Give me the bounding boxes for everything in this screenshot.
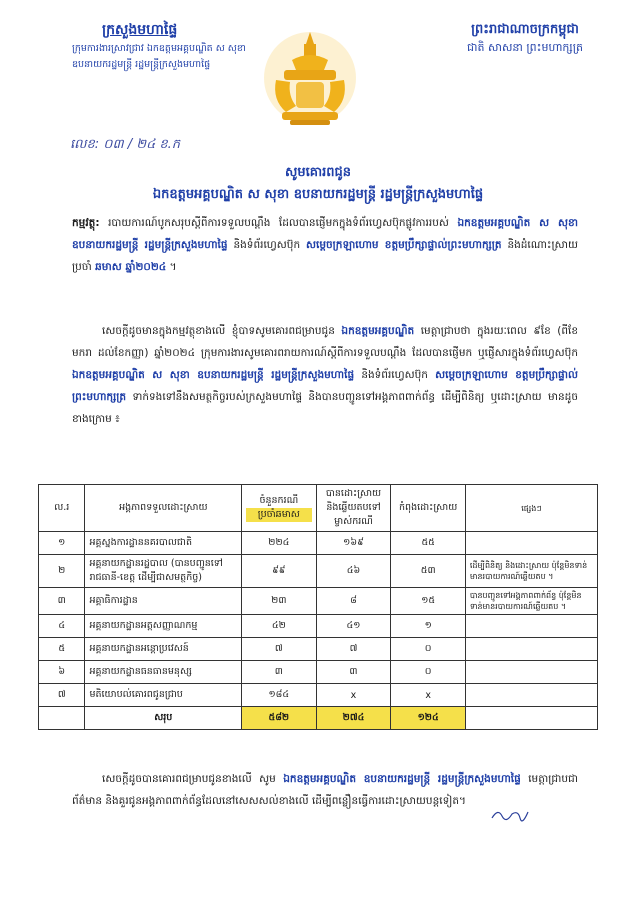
department-line-1: ក្រុមការងារស្រាវជ្រាវ ឯកឧត្តមអគ្គបណ្ឌិត ស សុខា [72,43,246,54]
body-text-b: មេត្តាជ្រាបថា ក្នុងរយៈពេល ៩ខែ (ពីខែមករា ដល់ខែកញ្ញា) ឆ្នាំ២០២៤ ក្រុមការងារសូមគោរពរាយការណ៍ស្ដីពីការទទួលបណ្ដឹង ដែលបានផ្ញើមក ឬផ្ញើសារក្នុងទំព័រហ្វេសប៊ុក [72,325,579,359]
cell-unit: អគ្គនាយកដ្ឋានអន្តោប្រវេសន៍ [85,638,242,661]
cell-note: ដើម្បីពិនិត្យ និងដោះស្រាយ ប៉ុន្តែមិនទាន់មានរបាយការណ៍ឆ្លើយតប ។ [465,555,597,588]
subject-emph-b: សម្ដេចក្រឡាហោម ខត្តមប្រឹក្សាផ្ទាល់ព្រះមហាក្សត្រ [306,239,502,251]
table-row [39,532,598,555]
table-row [39,615,598,638]
cell-unit: អគ្គស្នងការដ្ឋាននគរបាលជាតិ [85,532,242,555]
cell-no: ៤ [39,615,85,638]
table-row [39,661,598,684]
header-note: ផ្សេងៗ [465,485,597,532]
cell-received: ១៨៤ [242,684,316,707]
cell-note [465,638,597,661]
cell-received: ៤២ [242,615,316,638]
cell-resolved: ៧ [316,638,391,661]
body-emph-c: សម្ដេចក្រឡាហោម ខត្តមប្រឹក្សាផ្ទាល់ព្រះមហាក្សត្រ [72,369,579,403]
subject-text-c: និងដំណោះស្រាយប្រចាំ [72,239,578,273]
subject-paragraph [72,212,578,278]
cell-received: ៣ [242,661,316,684]
royal-emblem-logo [262,26,358,130]
subject-text-a: របាយការណ៍បូកសរុបស្ដីពីការទទួលបណ្ដឹង ដែលបានផ្ញើមកក្នុងទំព័រហ្វេសប៊ុកផ្លូវការរបស់ [108,217,449,229]
kingdom-block [430,20,620,56]
cell-resolved: ១៦៩ [316,532,391,555]
handwritten-initial [490,806,530,825]
cell-total-pending: ១២៤ [391,707,465,730]
national-motto: ជាតិ សាសនា ព្រះមហាក្សត្រ [467,41,583,54]
table-row [39,684,598,707]
table-header-row [39,485,598,532]
cell-pending: ៥៣ [391,555,465,588]
complaints-table [38,484,598,730]
cell-resolved: ៤១ [316,615,391,638]
subject-emph-c: ឆមាស ឆ្នាំ២០២៤ [95,261,167,273]
cell-pending: ០ [391,661,465,684]
cell-unit: មតិយោបល់គោរពជូនជ្រាប [85,684,242,707]
kingdom-name: ព្រះរាជាណាចក្រកម្ពុជា [471,22,579,37]
cell-total-label: សរុប [85,707,242,730]
cell-unit: អគ្គនាយកដ្ឋានអត្តសញ្ញាណកម្ម [85,615,242,638]
cell-no: ១ [39,532,85,555]
cell-total-received: ៥៨២ [242,707,316,730]
cell-unit: អគ្គនាយកដ្ឋានរដ្ឋបាល (បានបញ្ជូនទៅរាជធានី-ខេត្ត ដើម្បីជាសមត្ថកិច្ច) [85,555,242,588]
body-text-a: សេចក្ដីដូចមានក្នុងកម្មវត្ថុខាងលើ ខ្ញុំបាទសូមគោរពជម្រាបជូន [102,325,335,337]
department-line-2: ឧបនាយករដ្ឋមន្ត្រី រដ្ឋមន្ត្រីក្រសួងមហាផ្ទៃ [72,59,211,70]
subject-label: កម្មវត្ថុ: [72,217,100,229]
body-paragraph [72,320,578,430]
header-received-label: ចំនួនករណី [259,495,299,506]
cell-received: ៧ [242,638,316,661]
closing-text-a: សេចក្ដីដូចបានគោរពជម្រាបជូនខាងលើ សូម [102,773,276,785]
cell-no: ៥ [39,638,85,661]
table-row [39,638,598,661]
header-received [242,485,316,532]
ministry-name: ក្រសួងមហាផ្ទៃ [102,22,178,38]
cell-no: ២ [39,555,85,588]
cell-note [465,615,597,638]
cell-unit: អគ្គនាយកដ្ឋានធនធានមនុស្ស [85,661,242,684]
cell-total-blank [39,707,85,730]
body-emph-b: ឯកឧត្តមអគ្គបណ្ឌិត ស សុខា ឧបនាយករដ្ឋមន្ត្រី រដ្ឋមន្ត្រីក្រសួងមហាផ្ទៃ [72,369,355,381]
subject-text-d: ។ [169,261,177,273]
cell-received: ៩៩ [242,555,316,588]
salutation-recipient: ឯកឧត្តមអគ្គបណ្ឌិត ស សុខា ឧបនាយករដ្ឋមន្ត្រី រដ្ឋមន្ត្រីក្រសួងមហាផ្ទៃ [152,187,484,202]
cell-pending: ១៥ [391,588,465,615]
subject-emph-a: ឯកឧត្តមអគ្គបណ្ឌិត ស សុខា ឧបនាយករដ្ឋមន្ត្រី រដ្ឋមន្ត្រីក្រសួងមហាផ្ទៃ [72,217,578,251]
cell-no: ៣ [39,588,85,615]
subject-text-b: និងទំព័រហ្វេសប៊ុក [233,239,301,251]
cell-received: ២៣ [242,588,316,615]
cell-pending: x [391,684,465,707]
cell-received: ២២៤ [242,532,316,555]
closing-emph-a: ឯកឧត្តមអគ្គបណ្ឌិត ឧបនាយករដ្ឋមន្ត្រី រដ្ឋមន្ត្រីក្រសួងមហាផ្ទៃ [283,773,521,785]
cell-note: បានបញ្ជូនទៅអង្គភាពពាក់ព័ន្ធ ប៉ុន្តែមិនទាន់មានរបាយការណ៍ឆ្លើយតប ។ [465,588,597,615]
header-unit: អង្គភាពទទួលដោះស្រាយ [85,485,242,532]
cell-total-resolved: ២៧៤ [316,707,391,730]
cell-no: ៦ [39,661,85,684]
table-total-row [39,707,598,730]
cell-unit: អគ្គាធិការដ្ឋាន [85,588,242,615]
cell-resolved: ៣ [316,661,391,684]
table-row [39,588,598,615]
body-text-d: ទាក់ទងទៅនឹងសមត្ថកិច្ចរបស់ក្រសួងមហាផ្ទៃ និងបានបញ្ជូនទៅអង្គភាពពាក់ព័ន្ធ ដើម្បីពិនិត្យ ឬដោះស្រាយ មានដូចខាងក្រោម ៖ [72,391,578,425]
body-emph-a: ឯកឧត្តមអគ្គបណ្ឌិត [341,325,415,337]
reference-number: លេខ: ០៣ / ២៤ ខ.ក [70,137,181,152]
closing-text-b: មេត្តាជ្រាបជាព័ត៌មាន និងគួរជូនអង្គភាពពាក់ព័ន្ធដែលនៅសេសសល់ខាងលើ ដើម្បីពន្លឿនធ្វើការដោះស្រាយបន្តទៀត។ [72,773,579,807]
cell-note [465,661,597,684]
cell-pending: ១ [391,615,465,638]
cell-resolved: ៤៦ [316,555,391,588]
salutation-respect: សូមគោរពជូន [284,165,351,180]
table-row [39,555,598,588]
cell-total-note [465,707,597,730]
header-pending: កំពុងដោះស្រាយ [391,485,465,532]
cell-pending: ០ [391,638,465,661]
header-received-sub: ប្រចាំឆមាស [246,508,311,522]
cell-no: ៧ [39,684,85,707]
cell-resolved: x [316,684,391,707]
header-resolved: បានដោះស្រាយ និងឆ្លើយតបទៅម្ចាស់ករណី [316,485,391,532]
cell-resolved: ៨ [316,588,391,615]
cell-note [465,684,597,707]
cell-pending: ៥៥ [391,532,465,555]
header-no: ល.រ [39,485,85,532]
body-text-c: និងទំព័រហ្វេសប៊ុក [361,369,428,381]
cell-note [465,532,597,555]
